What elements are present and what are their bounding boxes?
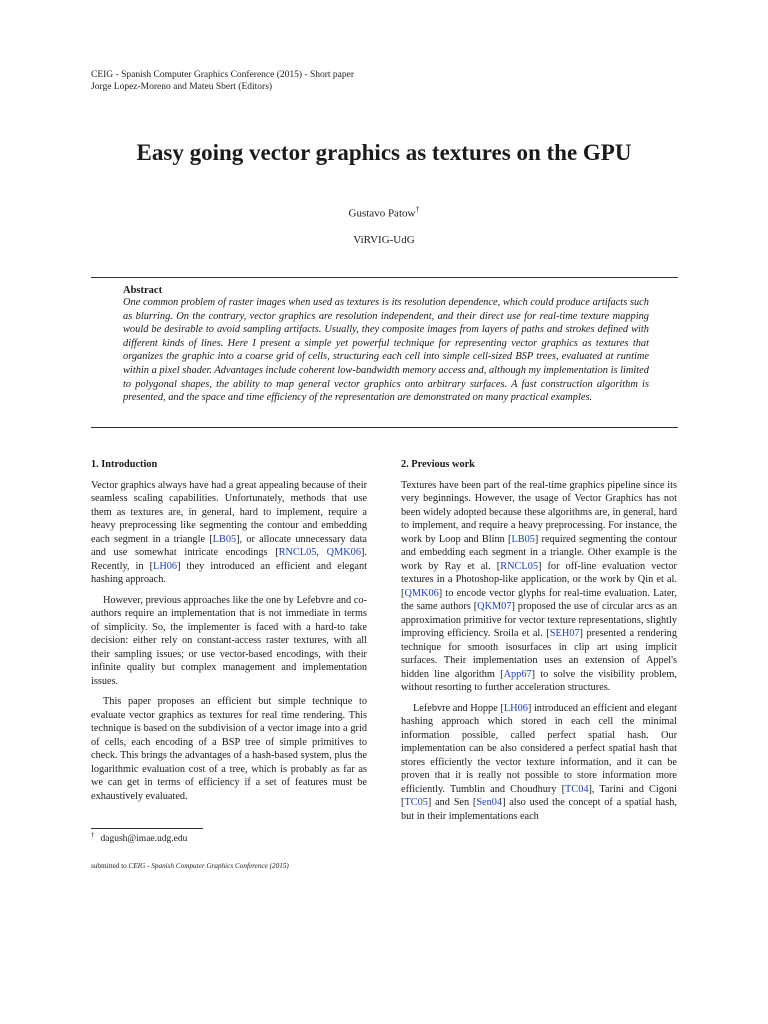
- author: [0, 205, 768, 220]
- paper-title: Easy going vector graphics as textures on the GPU: [136, 140, 632, 165]
- citation-link[interactable]: TC05: [404, 797, 428, 808]
- previous-paragraph-1: Textures have been part of the real-time graphics pipeline since its very beginnings. However, the usage of Vector Graphics has not been widely adopted because these algorithms are, in general, hard to implement, and require a heavy preprocessing. For instance, the work by Loop and Blinn [LB05] required segmenting the contour and embedding each segment in a triangle. Other example is the work by Ray et al. [RNCL05] for off-line evaluation vector textures in a Photoshop-like application, or the work by Qin et al. [QMK06] to encode vector glyphs for real-time evaluation. Later, the same authors [QKM07] proposed the use of circular arcs as an approximation primitive for vector texture representations, slightly improving efficiency. Sroila et al. [SEH07] presented a rendering technique for smooth isosurfaces in clip art using implicit surfaces. Their implementation uses an extension of Appel's hidden line algorithm [App67] to solve the visibility problem, without resorting to further acceleration structures.: [401, 479, 677, 693]
- citation-link[interactable]: QMK06: [326, 547, 361, 558]
- footnote: [91, 831, 187, 844]
- citation-link[interactable]: RNCL05: [500, 560, 538, 572]
- citation-link[interactable]: Sen04: [476, 797, 503, 808]
- citation-link[interactable]: LH06: [153, 560, 178, 572]
- submitted-note: submitted to CEIG - Spanish Computer Graphics Conference (2015): [91, 862, 289, 870]
- citation-link[interactable]: App67: [503, 668, 532, 680]
- author-name: Gustavo Patow: [348, 207, 416, 220]
- right-column: [401, 458, 677, 830]
- author-footnote-mark[interactable]: †: [415, 205, 420, 214]
- submitted-venue: CEIG - Spanish Computer Graphics Conference (2015): [128, 862, 289, 870]
- citation-link[interactable]: RNCL05: [278, 547, 317, 558]
- left-column: [91, 458, 367, 810]
- citation-link[interactable]: SEH07: [549, 628, 580, 639]
- intro-paragraph-1: Vector graphics always have had a great appealing because of their seamless scaling capabilities. Unfortunately, methods that use them as textures are, in general, hard to implement, require a heavy preprocessing like segmenting the contour and embedding each segment in a triangle [LB05], or allocate unnecessary data and use somewhat intricate encodings [RNCL05, QMK06]. Recently, in [LH06] they introduced an efficient and elegant hashing approach.: [91, 479, 367, 585]
- abstract-bottom-rule: [91, 427, 678, 428]
- footnote-rule: [91, 828, 203, 829]
- header-editors: Jorge Lopez-Moreno and Mateu Sbert (Editors): [91, 82, 273, 92]
- previous-paragraph-2: Lefebvre and Hoppe [LH06] introduced an efficient and elegant hashing approach which stored in each cell the minimal information possible, called perfect spatial hash. Our implementation can be also considered a perfect spatial hash that stores efficiently the vector texture information, and it can be proven that it is really not possible to store information more efficiently. Tumblin and Choudhury [TC04], Tarini and Cigoni [TC05] and Sen [Sen04] also used the concept of a spatial hash, but in their implementations each: [401, 702, 677, 822]
- citation-link[interactable]: LH06: [503, 702, 528, 714]
- section-heading-introduction: 1. Introduction: [91, 459, 158, 470]
- intro-paragraph-3: This paper proposes an efficient but simple technique to evaluate vector graphics as textures for real time rendering. This technique is based on the subdivision of a vector image into a grid of cells, each encoding of a BSP tree of simple primitives to check. This brings the advantages of a hash-based system, plus the logarithmic evaluation cost of a tree, which is probably as far as we can get in terms of efficiency if a set of features must be exhaustively evaluated.: [91, 696, 367, 802]
- footnote-email[interactable]: dagush@imae.udg.edu: [100, 834, 188, 845]
- citation-link[interactable]: TC04: [565, 783, 589, 795]
- footnote-mark: †: [91, 831, 95, 839]
- affiliation: ViRVIG-UdG: [353, 234, 415, 246]
- intro-paragraph-2: However, previous approaches like the one by Lefebvre and co-authors require an implementation that is not immediate in terms of simplicity. So, the implementer is faced with a hard-to take decision: either rely on constant-access raster textures, with all their sampling issues; or use vector-based encodings, with their infinite quality but complex management and implementation issues.: [91, 594, 367, 687]
- abstract-text: One common problem of raster images when used as textures is its resolution dependence, which could produce artifacts such as blurring. On the contrary, vector graphics are resolution independent, and their direct use for real-time texture mapping would be desirable to avoid sampling artifacts. Usually, they composite images from layers of paths and strokes defined with different kinds of lines. Here I present a simple yet powerful technique for representing vector graphics as textures that organizes the graphic into a coarse grid of cells, structuring each cell into simple cell-sized BSP trees, evaluated at runtime within a pixel shader. Advantages include coherent low-bandwidth memory access and, although my implementation is limited to polygonal shapes, the ability to map general vector graphics onto arbitrary surfaces. A fast construction algorithm is presented, and the space and time efficiency of the representation are demonstrated on many practical examples.: [123, 297, 649, 404]
- running-header: [91, 69, 354, 93]
- citation-link[interactable]: QMK06: [404, 587, 439, 599]
- header-conference: CEIG - Spanish Computer Graphics Conference (2015) - Short paper: [91, 70, 355, 80]
- citation-link[interactable]: LB05: [212, 533, 237, 545]
- abstract-heading: Abstract: [123, 285, 163, 296]
- section-heading-previous-work: 2. Previous work: [401, 459, 475, 470]
- citation-link[interactable]: LB05: [511, 533, 535, 545]
- abstract-top-rule: [91, 277, 678, 278]
- citation-link[interactable]: QKM07: [477, 601, 512, 612]
